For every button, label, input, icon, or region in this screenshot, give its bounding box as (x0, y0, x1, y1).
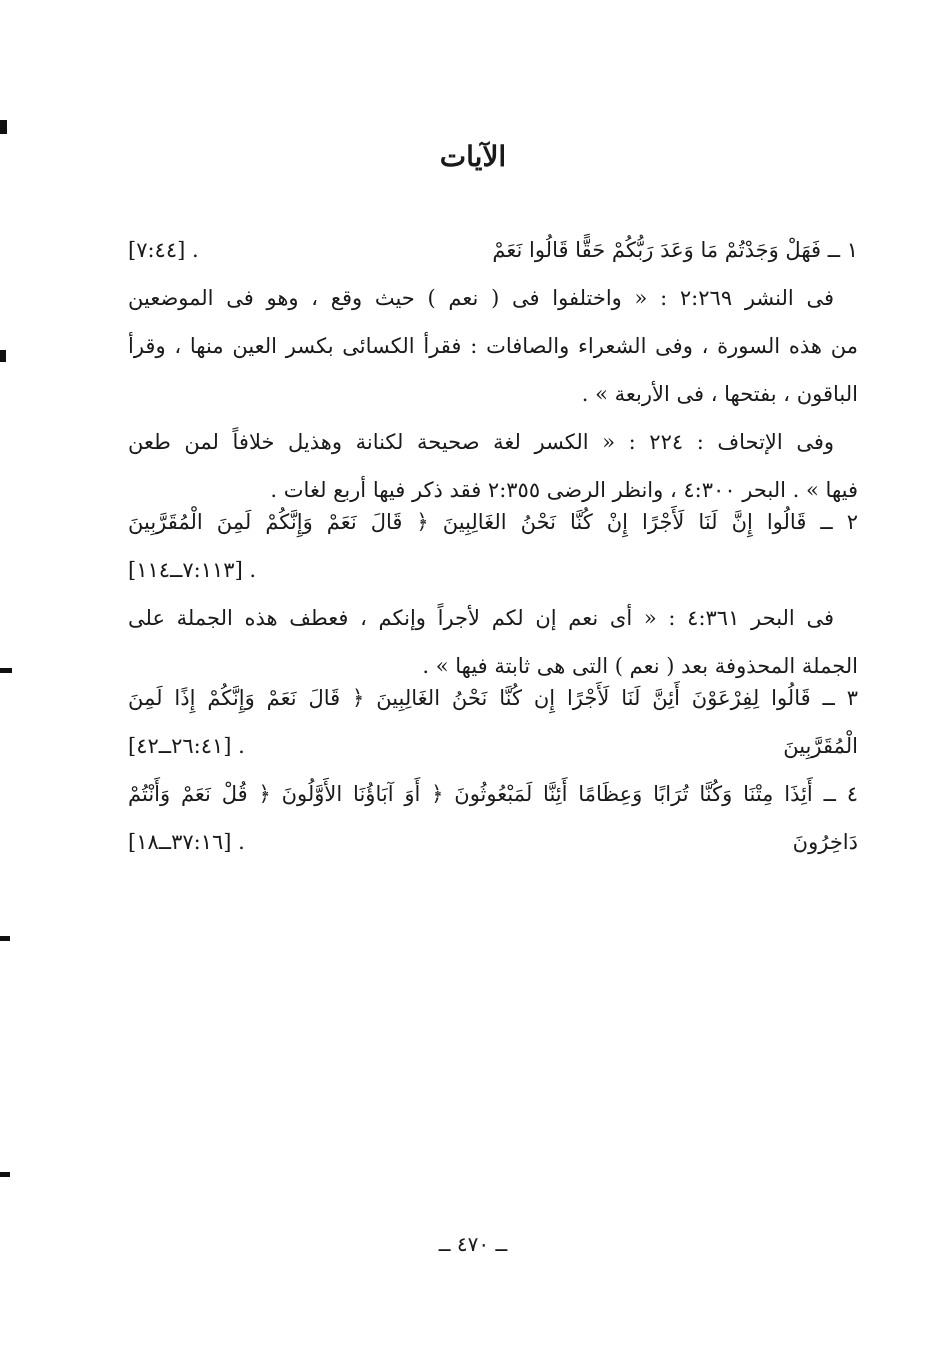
verse-reference: [٧:٤٤] . (128, 238, 199, 262)
edge-mark (0, 120, 7, 134)
text-line: الجملة المحذوفة بعد ( نعم ) التى هى ثابتة فيها » . (422, 654, 858, 678)
edge-mark (0, 1172, 10, 1177)
text-line (128, 822, 858, 862)
edge-mark (0, 936, 10, 941)
line-text: الْمُقَرَّبِينَ (783, 734, 858, 758)
text-line: فى البحر ٤:٣٦١ : « أى نعم إن لكم لأجراً وإنكم ، فعطف هذه الجملة على (128, 606, 834, 630)
verse-reference: [٢٦:٤١ــ٤٢] . (128, 734, 245, 758)
text-line (128, 230, 858, 270)
text-line (128, 550, 858, 590)
verse-reference: [٧:١١٣ــ١١٤] . (128, 558, 257, 582)
verse-reference: [٣٧:١٦ــ١٨] . (128, 830, 245, 854)
text-line: ٤ ــ أَئِذَا مِتْنَا وَكُنَّا تُرَابًا وَعِظَامًا أَئِنَّا لَمَبْعُوثُونَ ﴿ أَوَ آبَاؤُنَا الأَوَّلُونَ ﴿ قُلْ نَعَمْ وَأَنْتُمْ (128, 782, 858, 806)
text-line: ٣ ــ قَالُوا لِفِرْعَوْنَ أَئِنَّ لَنَا لَأَجْرًا إِن كُنَّا نَحْنُ الغَالِبِينَ ﴿ قَالَ نَعَمْ وَإِنَّكُمْ إِذًا لَمِنَ (128, 686, 858, 710)
page-title: الآيات (439, 140, 507, 173)
line-text: دَاخِرُونَ (792, 830, 858, 854)
text-line: فى النشر ٢:٢٦٩ : « واختلفوا فى ( نعم ) حيث وقع ، وهو فى الموضعين (128, 286, 834, 310)
edge-mark (0, 668, 12, 673)
text-line (128, 726, 858, 766)
body-text (128, 230, 858, 870)
text-line: فيها » . البحر ٤:٣٠٠ ، وانظر الرضى ٢:٣٥٥ فقد ذكر فيها أربع لغات . (270, 478, 858, 502)
text-line: ٢ ــ قَالُوا إِنَّ لَنَا لَأَجْرًا إِنْ كُنَّا نَحْنُ الغَالِبِينَ ﴿ قَالَ نَعَمْ وَإِنَّكُمْ لَمِنَ الْمُقَرَّبِينَ (128, 510, 858, 534)
text-line: من هذه السورة ، وفى الشعراء والصافات : فقرأ الكسائى بكسر العين منها ، وقرأ (128, 334, 858, 358)
page-number: ــ ٤٧٠ ــ (438, 1232, 508, 1256)
text-line: وفى الإتحاف : ٢٢٤ : « الكسر لغة صحيحة لكنانة وهذيل خلافاً لمن طعن (128, 430, 835, 454)
edge-mark (0, 350, 6, 362)
line-text: ١ ــ فَهَلْ وَجَدْتُمْ مَا وَعَدَ رَبُّكُمْ حَقًّا قَالُوا نَعَمْ (492, 238, 858, 262)
text-line: الباقون ، بفتحها ، فى الأربعة » . (581, 382, 858, 406)
